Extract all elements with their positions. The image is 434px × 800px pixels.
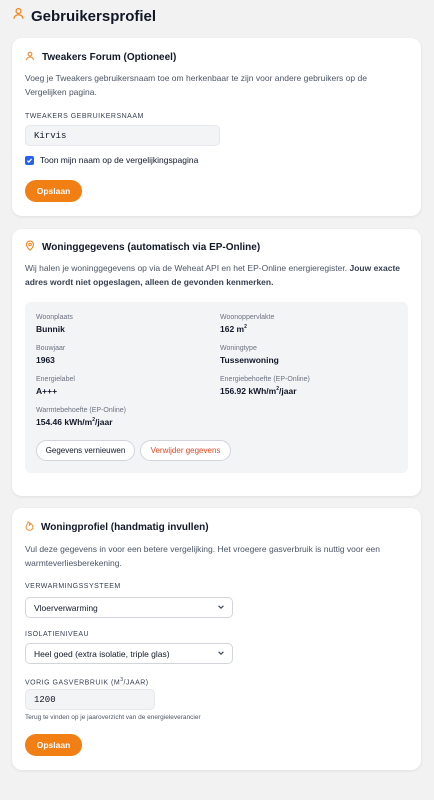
energy-label-label: Energielabel xyxy=(36,376,75,383)
place-label: Woonplaats xyxy=(36,314,73,321)
flame-icon xyxy=(25,520,34,534)
profile-save-button[interactable]: Opslaan xyxy=(25,734,82,756)
tweakers-forum-card xyxy=(12,38,421,216)
insulation-select[interactable] xyxy=(25,643,233,664)
show-name-row[interactable] xyxy=(25,155,198,165)
page-title: Gebruikersprofiel xyxy=(31,7,157,25)
forum-save-button[interactable]: Opslaan xyxy=(25,180,82,202)
show-name-label: Toon mijn naam op de vergelijkingspagina xyxy=(40,155,199,165)
profile-card-title: Woningprofiel (handmatig invullen) xyxy=(41,521,209,533)
profile-card-header xyxy=(25,520,209,534)
forum-description: Voeg je Tweakers gebruikersnaam toe om herkenbaar te zijn voor andere gebruikers op de Vergelijken pagina. xyxy=(25,73,367,97)
chevron-down-icon xyxy=(217,649,225,659)
location-pin-icon xyxy=(25,240,35,254)
profile-description: Vul deze gegevens in voor een betere vergelijking. Het vroegere gasverbruik is nuttig voor een warmteverliesberekening. xyxy=(25,544,381,568)
area-label: Woonoppervlakte xyxy=(220,314,275,321)
info-heat-need xyxy=(36,407,126,427)
type-label: Woningtype xyxy=(220,345,257,352)
info-energy-label xyxy=(36,376,75,396)
place-value: Bunnik xyxy=(36,324,65,334)
housing-data-card xyxy=(12,229,421,496)
energy-label-value: A+++ xyxy=(36,386,58,396)
home-profile-card xyxy=(12,508,421,770)
page-header xyxy=(12,4,156,28)
year-label: Bouwjaar xyxy=(36,345,66,352)
insulation-label: ISOLATIENIVEAU xyxy=(25,631,90,638)
type-value: Tussenwoning xyxy=(220,355,279,365)
info-place xyxy=(36,314,73,334)
heat-need-label: Warmtebehoefte (EP-Online) xyxy=(36,407,126,414)
heating-select-value: Vloerverwarming xyxy=(34,602,98,613)
user-icon xyxy=(25,51,35,64)
forum-card-title: Tweakers Forum (Optioneel) xyxy=(42,52,177,63)
refresh-data-button[interactable]: Gegevens vernieuwen xyxy=(36,440,135,461)
housing-description xyxy=(25,261,410,289)
insulation-select-value: Heel goed (extra isolatie, triple glas) xyxy=(34,648,170,659)
housing-card-title: Woninggegevens (automatisch via EP-Online) xyxy=(42,241,261,253)
heating-label: VERWARMINGSSYSTEEM xyxy=(25,583,121,590)
show-name-checkbox[interactable] xyxy=(25,156,34,165)
area-value: 162 $m^2$ xyxy=(220,324,247,334)
energy-need-value: 156.92 kWh/$m^2$/jaar xyxy=(220,386,297,396)
gas-usage-input[interactable]: 1200 xyxy=(25,689,155,710)
heat-need-value: 154.46 kWh/$m^2$/jaar xyxy=(36,417,113,427)
housing-description-bold: Jouw exacte adres wordt niet opgeslagen, alleen de gevonden kenmerken. xyxy=(25,263,401,287)
info-year xyxy=(36,345,65,365)
delete-data-button[interactable]: Verwijder gegevens xyxy=(140,440,231,461)
forum-card-header xyxy=(25,51,176,64)
info-area xyxy=(220,314,274,334)
user-icon xyxy=(12,7,25,25)
housing-info-panel xyxy=(25,302,408,473)
year-value: 1963 xyxy=(36,355,55,365)
housing-description-text: Wij halen je woninggegevens op via de Weheat API en het EP-Online energieregister. xyxy=(25,263,348,273)
info-type xyxy=(220,345,279,365)
username-input[interactable]: Kirvis xyxy=(25,125,220,146)
chevron-down-icon xyxy=(217,603,225,613)
energy-need-label: Energiebehoefte (EP-Online) xyxy=(220,376,310,383)
gas-usage-hint: Terug te vinden op je jaaroverzicht van de energieleverancier xyxy=(25,714,201,721)
gas-usage-label: VORIG GASVERBRUIK $(M^3/JAAR)$ xyxy=(25,677,149,687)
username-label: TWEAKERS GEBRUIKERSNAAM xyxy=(25,113,144,120)
heating-select[interactable] xyxy=(25,597,233,618)
info-energy-need xyxy=(220,376,310,396)
housing-card-header xyxy=(25,240,260,254)
